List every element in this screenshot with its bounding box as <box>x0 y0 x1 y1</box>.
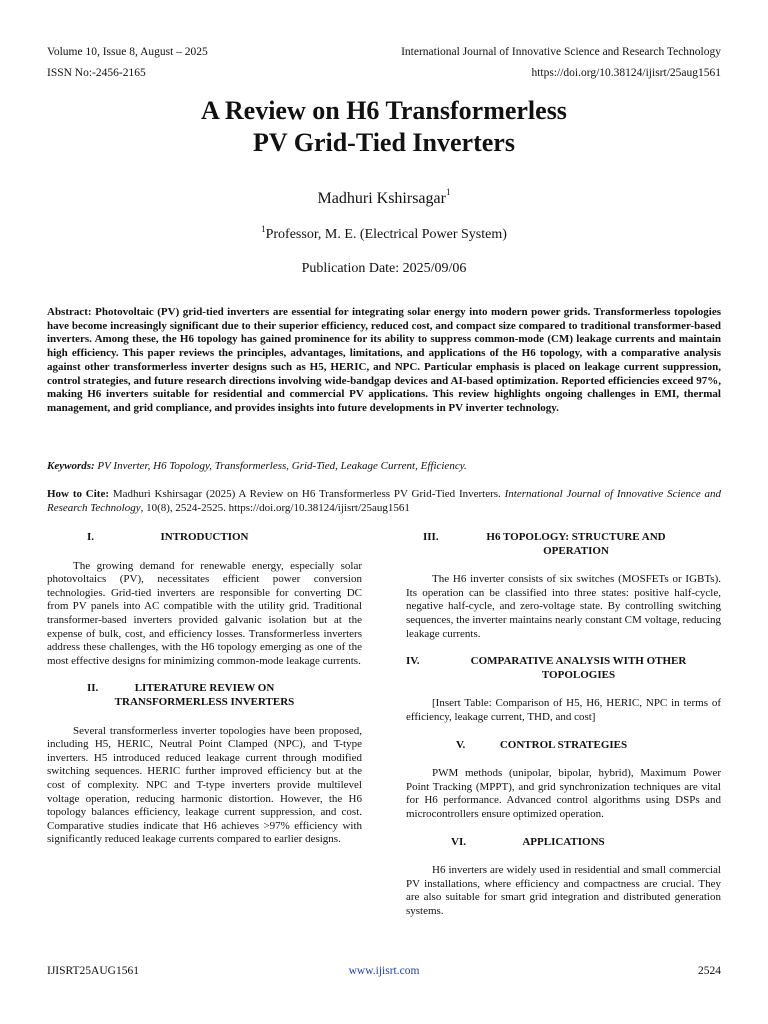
cite-text-end: , 10(8), 2524-2525. https://doi.org/10.38124/ijisrt/25aug1561 <box>140 502 410 514</box>
header-doi[interactable]: https://doi.org/10.38124/ijisrt/25aug1561 <box>531 67 721 79</box>
footer-page-number: 2524 <box>698 965 721 977</box>
section-title: CONTROL STRATEGIES <box>499 738 628 751</box>
abstract-label: Abstract: <box>47 306 92 318</box>
section-number: IV. <box>406 655 420 668</box>
header-issn: ISSN No:-2456-2165 <box>47 67 146 79</box>
cite-journal: International Journal of Innovative Science and Research Technology <box>47 488 722 514</box>
footer-website-link[interactable]: www.ijisrt.com <box>348 965 420 977</box>
footer-paper-id: IJISRT25AUG1561 <box>47 965 139 977</box>
section-body: The growing demand for renewable energy, especially solar photovoltaics (PV), necessitates efficient power conversion technologies. Grid-tied inverters are responsible for converting DC from PV panels into AC compatible with the utility grid. Traditional transformer-based inverters provided galvanic isolation but at the expense of bulk, cost, and efficiency losses. Transformerless inverters address these challenges, with the H6 topology emerging as one of the most effective designs for minimizing common-mode leakage currents. <box>47 559 362 667</box>
section-body: The H6 inverter consists of six switches (MOSFETs or IGBTs). Its operation can be classified into three states: positive half-cycle, negative half-cycle, and zero-voltage state. By controlling switching sequences, the inverter maintains nearly constant CM voltage, reducing leakage currents. <box>406 573 721 640</box>
section-heading <box>47 531 362 545</box>
header-volume: Volume 10, Issue 8, August – 2025 <box>47 46 208 58</box>
publication-date: Publication Date: 2025/09/06 <box>301 261 467 276</box>
section-title: INTRODUCTION <box>160 531 249 543</box>
section-number: I. <box>87 531 95 543</box>
right-column <box>406 531 721 918</box>
left-column <box>47 531 362 847</box>
section-title: H6 TOPOLOGY: STRUCTURE AND OPERATION <box>486 531 666 557</box>
section-body: Several transformerless inverter topologies have been proposed, including H5, HERIC, Neutral Point Clamped (NPC), and T-type inverters. H5 introduced reduced leakage current through modified switching sequences. HERIC further improved efficiency but at the cost of complexity. NPC and T-type inverters provide multilevel voltage operation, reducing harmonic distortion. However, the H6 topology balances efficiency, leakage current suppression, and cost. Comparative studies indicate that H6 achieves >97% efficiency with significantly reduced leakage currents compared to earlier designs. <box>47 724 362 846</box>
section-body: [Insert Table: Comparison of H5, H6, HERIC, NPC in terms of efficiency, leakage current, THD, and cost] <box>406 697 721 723</box>
title-line-1: A Review on H6 Transformerless <box>201 96 567 125</box>
author-sup: 1 <box>445 187 451 197</box>
keywords <box>47 459 721 473</box>
affiliation <box>0 224 768 243</box>
section-heading <box>406 655 721 682</box>
section-body: PWM methods (unipolar, bipolar, hybrid), Maximum Power Point Tracking (MPPT), and grid synchronization techniques are vital for H6 performance. Advanced control algorithms using DSPs and microcontrollers ensure optimized operation. <box>406 767 721 820</box>
affiliation-sup: 1 <box>261 224 266 234</box>
section-number: II. <box>87 682 99 695</box>
section-number: III. <box>423 531 439 543</box>
paper-title <box>47 95 721 159</box>
abstract <box>47 306 721 416</box>
how-to-cite <box>47 487 721 515</box>
section-body: H6 inverters are widely used in residential and small commercial PV installations, where efficiency and compactness are crucial. They are also suitable for smart grid integration and distributed generation systems. <box>406 864 721 917</box>
section-number: V. <box>456 738 466 751</box>
header-journal: International Journal of Innovative Science and Research Technology <box>401 46 721 58</box>
section-title: LITERATURE REVIEW ON TRANSFORMERLESS INVERTERS <box>114 682 295 708</box>
author-name: Madhuri Kshirsagar <box>317 190 446 207</box>
affiliation-text: Professor, M. E. (Electrical Power System) <box>265 227 507 242</box>
abstract-text: Photovoltaic (PV) grid-tied inverters are essential for integrating solar energy into modern power grids. Transformerless topologies have become increasingly significant due to their superior efficiency, reduced cost, and compact size compared to traditional transformer-based inverters. Among these, the H6 topology has gained prominence for its ability to suppress common-mode (CM) leakage currents and maintain high efficiency. This paper reviews the principles, advantages, limitations, and applications of the H6 topology, with a comparative analysis against other transformerless inverter designs such as H5, HERIC, and NPC. Particular emphasis is placed on leakage current suppression, control strategies, and future research directions involving wide-bandgap devices and AI-based optimization. Reported efficiencies exceed 97%, making H6 inverters suitable for residential and commercial PV applications. This review highlights ongoing challenges in EMI, thermal management, and grid compliance, and provides insights into future developments in PV inverter technology. <box>47 306 721 414</box>
section-heading <box>47 682 362 709</box>
title-line-2: PV Grid-Tied Inverters <box>253 128 515 157</box>
section-heading <box>406 739 721 753</box>
section-title: APPLICATIONS <box>522 835 605 848</box>
cite-text: Madhuri Kshirsagar (2025) A Review on H6 Transformerless PV Grid-Tied Inverters. <box>112 488 501 500</box>
section-heading <box>406 836 721 850</box>
section-number: VI. <box>451 835 466 848</box>
keywords-text: PV Inverter, H6 Topology, Transformerless, Grid-Tied, Leakage Current, Efficiency. <box>97 460 467 472</box>
section-heading <box>406 531 721 558</box>
keywords-label: Keywords: <box>47 460 95 472</box>
cite-label: How to Cite: <box>47 488 109 500</box>
author <box>0 187 768 208</box>
section-title: COMPARATIVE ANALYSIS WITH OTHER TOPOLOGIES <box>470 655 687 681</box>
